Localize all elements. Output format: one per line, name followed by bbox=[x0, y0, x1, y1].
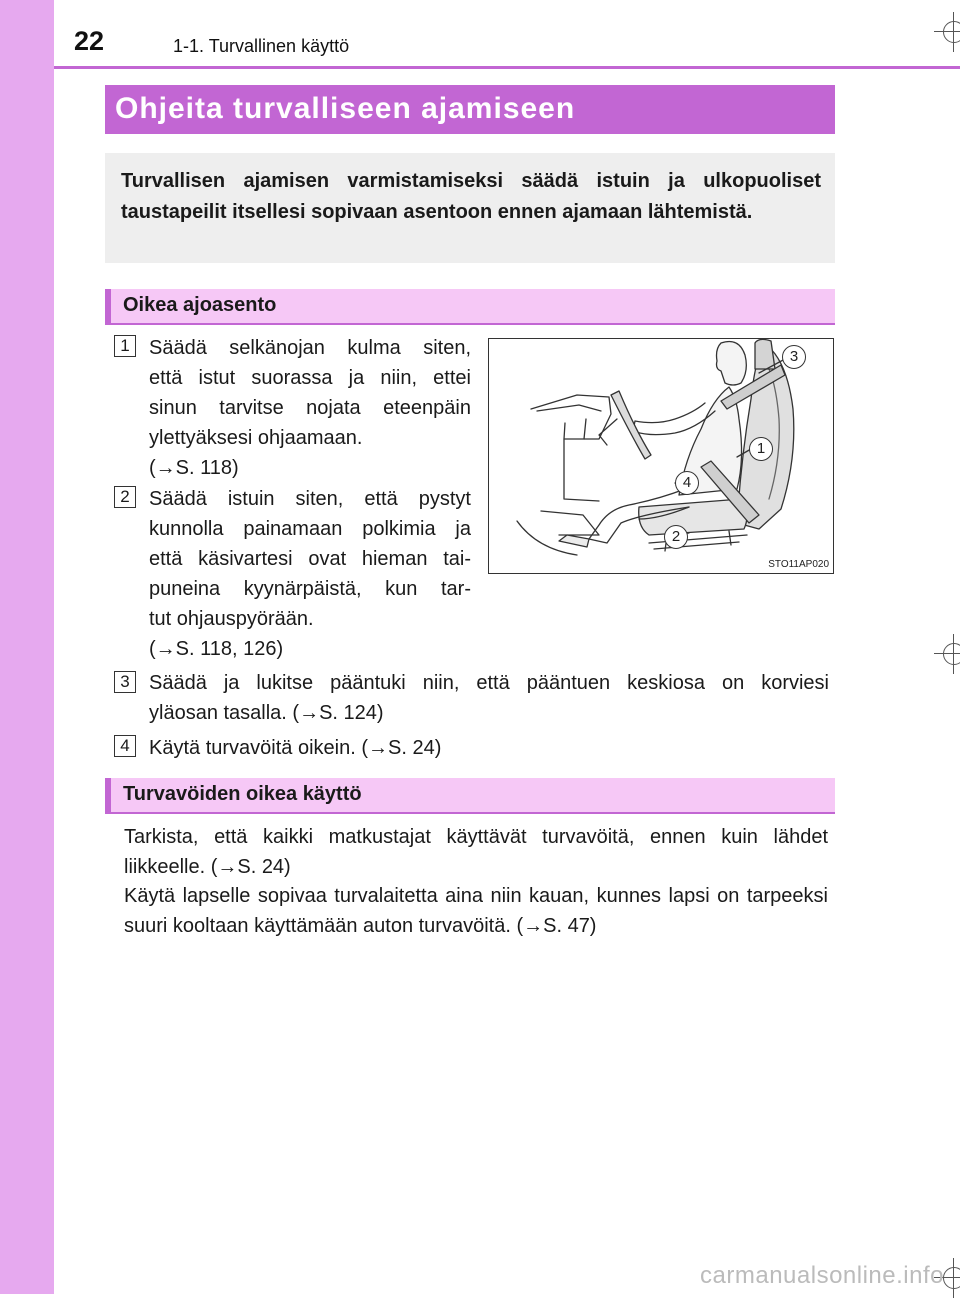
item-2-line-3: että käsivartesi ovat hieman tai- bbox=[149, 548, 471, 570]
item-2-line-4: puneina kyynärpäistä, kun tar- bbox=[149, 578, 471, 600]
item-1-line-3: sinun tarvitse nojata eteenpäin bbox=[149, 397, 471, 419]
header-divider bbox=[54, 66, 960, 69]
page-number: 22 bbox=[74, 26, 105, 56]
section-heading-seatbelt-use bbox=[105, 778, 835, 814]
page-title: Ohjeita turvalliseen ajamiseen bbox=[105, 85, 835, 134]
item-3-line-1: Säädä ja lukitse pääntuki niin, että pääntuen keskiosa on korviesi bbox=[149, 672, 829, 694]
section-heading-driving-position bbox=[105, 289, 835, 325]
callout-1: 1 bbox=[749, 437, 773, 461]
seatbelt-paragraph-1: Tarkista, että kaikki matkustajat käyttävät turvavöitä, ennen kuin lähdet liikkeelle. (→S. 24) bbox=[124, 826, 828, 878]
intro-box bbox=[105, 153, 835, 263]
item-2-text bbox=[149, 484, 471, 664]
item-2-line-1: Säädä istuin siten, että pystyt bbox=[149, 488, 471, 510]
section-heading-text: Turvavöiden oikea käyttö bbox=[123, 783, 362, 805]
item-4-line-1: Käytä turvavöitä oikein. (→S. 24) bbox=[149, 737, 442, 759]
crop-mark-top-right-icon bbox=[934, 12, 960, 52]
illustration-code: STO11AP020 bbox=[768, 559, 829, 570]
callout-3: 3 bbox=[782, 345, 806, 369]
item-1-reference: (→S. 118) bbox=[149, 457, 239, 479]
seatbelt-paragraph-2: Käytä lapselle sopivaa turvalaitetta aina niin kauan, kunnes lapsi on tarpeeksi suuri kooltaan käyttämään auton turvavöitä. (→S. 47) bbox=[124, 885, 828, 937]
driving-position-illustration bbox=[488, 338, 834, 574]
watermark: carmanualsonline.info bbox=[700, 1262, 944, 1289]
item-1-line-1: Säädä selkänojan kulma siten, bbox=[149, 337, 471, 359]
intro-text: Turvallisen ajamisen varmistamiseksi säädä istuin ja ulkopuoliset taustapeilit itsellesi sopivaan asentoon ennen ajamaan lähtemistä. bbox=[121, 170, 821, 223]
item-number-2: 2 bbox=[114, 486, 136, 508]
section-breadcrumb: 1-1. Turvallinen käyttö bbox=[173, 36, 350, 56]
item-1-text bbox=[149, 333, 471, 483]
item-1-line-4: ylettyäksesi ohjaamaan. bbox=[149, 427, 363, 449]
item-2-line-5: tut ohjauspyörään. bbox=[149, 608, 314, 630]
item-4-text bbox=[149, 733, 829, 763]
item-1-line-2: että istut suorassa ja niin, ettei bbox=[149, 367, 471, 389]
seated-driver-icon bbox=[489, 339, 833, 573]
item-2-reference: (→S. 118, 126) bbox=[149, 638, 284, 660]
left-color-band bbox=[0, 0, 54, 1294]
item-number-4: 4 bbox=[114, 735, 136, 757]
callout-2: 2 bbox=[664, 525, 688, 549]
section-heading-text: Oikea ajoasento bbox=[123, 294, 277, 316]
item-number-1: 1 bbox=[114, 335, 136, 357]
callout-4: 4 bbox=[675, 471, 699, 495]
item-3-text bbox=[149, 668, 829, 728]
item-number-3: 3 bbox=[114, 671, 136, 693]
crop-mark-middle-right-icon bbox=[934, 634, 960, 674]
item-2-line-2: kunnolla painamaan polkimia ja bbox=[149, 518, 471, 540]
item-3-line-2: yläosan tasalla. (→S. 124) bbox=[149, 702, 384, 724]
